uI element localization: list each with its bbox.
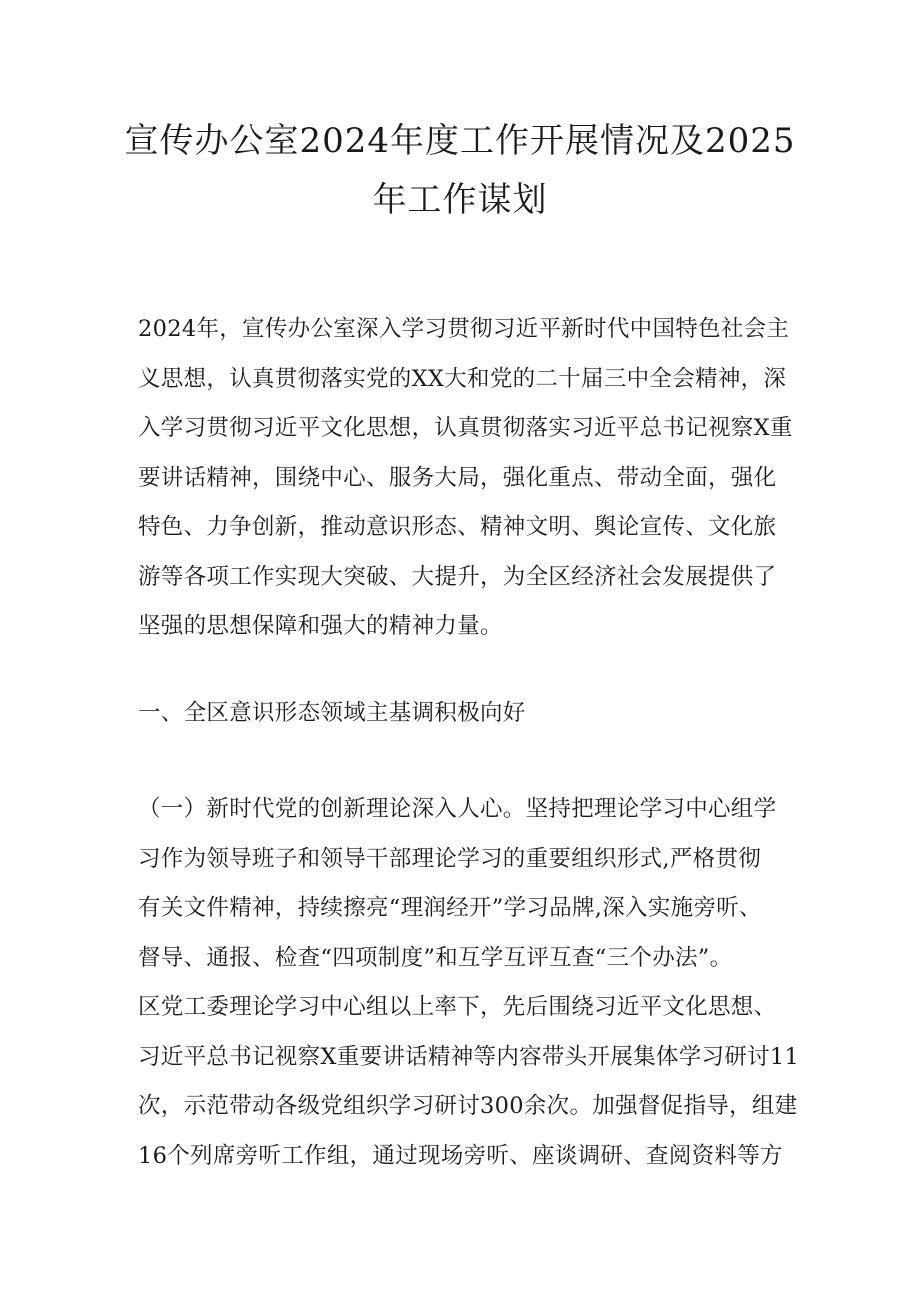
- subsection-line: 16个列席旁听工作组，通过现场旁听、座谈调研、查阅资料等方: [138, 1142, 783, 1169]
- intro-line: 特色、力争创新，推动意识形态、精神文明、舆论宣传、文化旅: [138, 514, 777, 540]
- intro-line: 游等各项工作实现大突破、大提升，为全区经济社会发展提供了: [138, 563, 777, 590]
- intro-line: 入学习贯彻习近平文化思想，认真贯彻落实习近平总书记视察X重: [138, 415, 793, 441]
- title-line-2: 年工作谋划: [372, 180, 548, 220]
- section-heading: [138, 689, 798, 739]
- intro-line: 坚强的思想保障和强大的精神力量。: [138, 613, 503, 639]
- subsection-line: 区党工委理论学习中心组以上率下，先后围绕习近平文化思想、: [138, 994, 777, 1020]
- title-line-1: 宣传办公室2024年度工作开展情况及2025: [124, 121, 796, 161]
- subsection-line: 督导、通报、检查“四项制度”和互学互评互查“三个办法”。: [138, 944, 733, 971]
- intro-paragraph: [138, 305, 798, 652]
- subsection-line: 次，示范带动各级党组织学习研讨300余次。加强督促指导，组建: [138, 1093, 798, 1119]
- intro-line: 义思想，认真贯彻落实党的XX大和党的二十届三中全会精神，深: [138, 365, 787, 392]
- subsection-line: 有关文件精神，持续擦亮“理润经开”学习品牌,深入实施旁听、: [138, 895, 762, 921]
- document-title: [120, 112, 800, 230]
- subsection-paragraph: [138, 785, 798, 1181]
- intro-line: 2024年，宣传办公室深入学习贯彻习近平新时代中国特色社会主: [138, 316, 790, 342]
- section-1-heading: 一、全区意识形态领域主基调积极向好: [138, 700, 526, 726]
- subsection-line: 习近平总书记视察X重要讲话精神等内容带头开展集体学习研讨11: [138, 1043, 800, 1070]
- subsection-line: 习作为领导班子和领导干部理论学习的重要组织形式,严格贯彻: [138, 845, 762, 872]
- subsection-line: （一）新时代党的创新理论深入人心。坚持把理论学习中心组学: [138, 796, 777, 822]
- intro-line: 要讲话精神，围绕中心、服务大局，强化重点、带动全面，强化: [138, 464, 777, 491]
